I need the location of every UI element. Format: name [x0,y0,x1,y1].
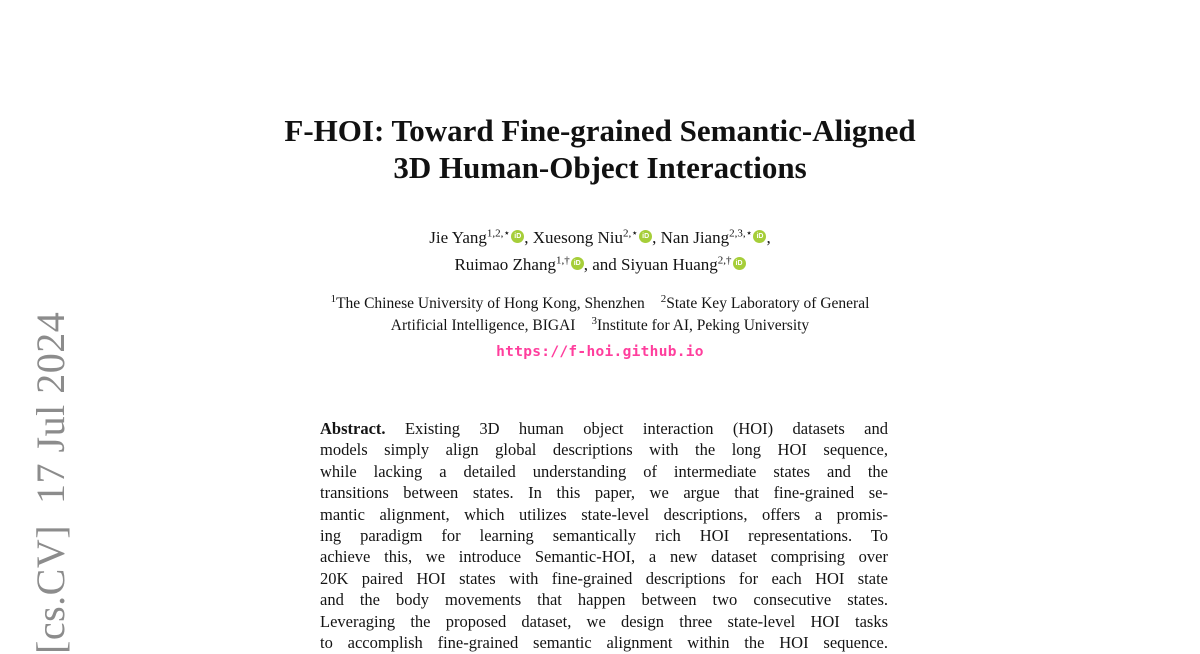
affil-text: State Key Laboratory of General [666,295,870,312]
orcid-icon[interactable]: iD [571,257,584,270]
paper-title [0,112,1200,186]
abstract-label: Abstract. [320,419,386,438]
author-name: Siyuan Huang [621,255,718,274]
affil-text: Artificial Intelligence, BIGAI [390,317,576,334]
author-separator: , [652,228,661,247]
author-name: Ruimao Zhang [454,255,556,274]
author-separator: , [766,228,771,247]
author-affil-marks: 2,⋆ [622,227,639,240]
affiliations [0,293,1200,337]
author-affil-marks: 1,† [555,254,570,267]
author [661,228,771,247]
project-url-line [0,343,1200,361]
author [454,255,621,274]
abstract-line: 20K paired HOI states with fine-grained descriptions for each HOI state [320,568,888,588]
affiliation-line-2 [0,315,1200,337]
abstract-line [320,418,888,439]
affil-mark: 1 [330,292,337,305]
abstract-line: transitions between states. In this paper, we argue that fine-grained se- [320,483,888,503]
author [429,228,533,247]
abstract-line: mantic alignment, which utilizes state-level descriptions, offers a promis- [320,504,888,524]
author-line-2 [0,251,1200,278]
orcid-icon[interactable]: iD [511,230,524,243]
abstract-line: while lacking a detailed understanding of intermediate states and the [320,461,888,481]
author-line-1 [0,224,1200,251]
abstract-text: Existing 3D human object interaction (HOI) datasets and [404,419,888,438]
arxiv-watermark: [cs.CV] 17 Jul 2024 [28,311,73,654]
author-affil-marks: 2,3,⋆ [729,227,753,240]
orcid-icon[interactable]: iD [753,230,766,243]
orcid-icon[interactable]: iD [639,230,652,243]
project-url-link[interactable]: https://f-hoi.github.io [496,344,704,360]
author-name: Jie Yang [429,228,487,247]
author-list [0,224,1200,278]
author-separator: , [524,228,533,247]
affil-mark: 2 [660,292,667,305]
author [533,228,661,247]
abstract-line: to accomplish fine-grained semantic alignment within the HOI sequence. [320,633,888,653]
abstract [320,418,888,653]
author-name: Xuesong Niu [532,228,623,247]
abstract-line: models simply align global descriptions with the long HOI sequence, [320,440,888,460]
author-affil-marks: 1,2,⋆ [486,227,511,240]
affiliation-line-1 [0,293,1200,315]
author-affil-marks: 2,† [717,254,732,267]
affil-text: Institute for AI, Peking University [596,317,810,334]
abstract-line: and the body movements that happen between two consecutive states. [320,590,888,610]
affil-mark: 3 [591,314,597,327]
abstract-line: ing paradigm for learning semantically rich HOI representations. To [320,526,888,546]
abstract-line: achieve this, we introduce Semantic-HOI, a new dataset comprising over [320,547,888,567]
title-line-2: 3D Human-Object Interactions [393,150,807,185]
author-name: Nan Jiang [660,228,730,247]
author-separator: , and [583,255,621,274]
abstract-line: Leveraging the proposed dataset, we design three state-level HOI tasks [320,611,888,631]
affil-text: The Chinese University of Hong Kong, Shenzhen [336,295,645,312]
orcid-icon[interactable]: iD [733,257,746,270]
author [621,255,746,274]
title-line-1: F-HOI: Toward Fine-grained Semantic-Aligned [284,113,916,148]
